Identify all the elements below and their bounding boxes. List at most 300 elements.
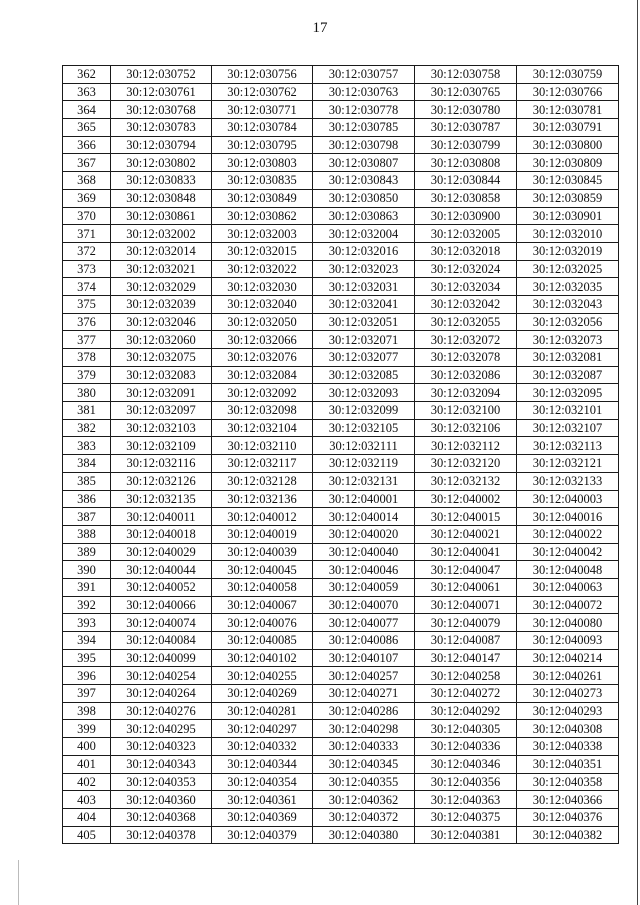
cadastral-number-cell: 30:12:032112 [415,437,517,455]
cadastral-number-cell: 30:12:030843 [313,172,415,190]
cadastral-number-cell: 30:12:030859 [517,189,619,207]
cadastral-number-cell: 30:12:032042 [415,295,517,313]
row-number-cell: 366 [63,136,111,154]
table-row [63,596,619,614]
cadastral-number-cell: 30:12:032066 [212,331,313,349]
cadastral-number-cell: 30:12:030784 [212,119,313,137]
cadastral-number-cell: 30:12:032131 [313,472,415,490]
cadastral-number-cell: 30:12:040063 [517,578,619,596]
row-number-cell: 399 [63,720,111,738]
cadastral-number-cell: 30:12:030802 [111,154,212,172]
cadastral-number-cell: 30:12:032093 [313,384,415,402]
cadastral-number-cell: 30:12:040333 [313,738,415,756]
cadastral-number-cell: 30:12:030862 [212,207,313,225]
cadastral-number-cell: 30:12:040076 [212,614,313,632]
table-row [63,66,619,84]
row-number-cell: 373 [63,260,111,278]
cadastral-number-cell: 30:12:032107 [517,419,619,437]
row-number-cell: 393 [63,614,111,632]
cadastral-number-cell: 30:12:040086 [313,632,415,650]
cadastral-number-cell: 30:12:030844 [415,172,517,190]
cadastral-number-cell: 30:12:040356 [415,773,517,791]
cadastral-number-cell: 30:12:030808 [415,154,517,172]
cadastral-number-cell: 30:12:040375 [415,808,517,826]
cadastral-number-cell: 30:12:030807 [313,154,415,172]
cadastral-number-cell: 30:12:040093 [517,632,619,650]
cadastral-number-cell: 30:12:032060 [111,331,212,349]
table-row [63,260,619,278]
cadastral-number-cell: 30:12:032021 [111,260,212,278]
cadastral-number-cell: 30:12:040297 [212,720,313,738]
cadastral-number-cell: 30:12:040381 [415,826,517,844]
cadastral-number-cell: 30:12:032101 [517,402,619,420]
cadastral-number-cell: 30:12:032025 [517,260,619,278]
cadastral-number-cell: 30:12:040272 [415,685,517,703]
cadastral-number-cell: 30:12:040358 [517,773,619,791]
row-number-cell: 396 [63,667,111,685]
cadastral-number-cell: 30:12:032132 [415,472,517,490]
row-number-cell: 385 [63,472,111,490]
cadastral-number-cell: 30:12:040042 [517,543,619,561]
cadastral-number-cell: 30:12:032113 [517,437,619,455]
table-row [63,685,619,703]
row-number-cell: 362 [63,66,111,84]
cadastral-number-cell: 30:12:030800 [517,136,619,154]
row-number-cell: 363 [63,83,111,101]
cadastral-number-cell: 30:12:032086 [415,366,517,384]
cadastral-number-cell: 30:12:040080 [517,614,619,632]
cadastral-number-cell: 30:12:040269 [212,685,313,703]
table-row [63,154,619,172]
row-number-cell: 372 [63,242,111,260]
table-row [63,525,619,543]
row-number-cell: 397 [63,685,111,703]
cadastral-number-cell: 30:12:040016 [517,508,619,526]
page-number: 17 [312,20,328,36]
table-row [63,632,619,650]
cadastral-number-cell: 30:12:040074 [111,614,212,632]
table-row [63,508,619,526]
cadastral-number-cell: 30:12:030787 [415,119,517,137]
row-number-cell: 371 [63,225,111,243]
cadastral-number-cell: 30:12:030901 [517,207,619,225]
cadastral-number-cell: 30:12:040072 [517,596,619,614]
cadastral-number-cell: 30:12:040214 [517,649,619,667]
cadastral-number-cell: 30:12:040351 [517,755,619,773]
cadastral-number-cell: 30:12:040018 [111,525,212,543]
cadastral-number-cell: 30:12:040281 [212,702,313,720]
table-row [63,808,619,826]
cadastral-number-cell: 30:12:032071 [313,331,415,349]
cadastral-number-cell: 30:12:040255 [212,667,313,685]
cadastral-number-cell: 30:12:030809 [517,154,619,172]
row-number-cell: 400 [63,738,111,756]
table-row [63,791,619,809]
row-number-cell: 402 [63,773,111,791]
cadastral-number-cell: 30:12:030752 [111,66,212,84]
cadastral-number-cell: 30:12:040041 [415,543,517,561]
table-row [63,561,619,579]
cadastral-number-cell: 30:12:040046 [313,561,415,579]
cadastral-number-cell: 30:12:040258 [415,667,517,685]
cadastral-number-cell: 30:12:040003 [517,490,619,508]
cadastral-number-cell: 30:12:032022 [212,260,313,278]
cadastral-number-cell: 30:12:040001 [313,490,415,508]
row-number-cell: 394 [63,632,111,650]
cadastral-number-cell: 30:12:040261 [517,667,619,685]
cadastral-number-cell: 30:12:030771 [212,101,313,119]
cadastral-number-cell: 30:12:040305 [415,720,517,738]
cadastral-number-cell: 30:12:032014 [111,242,212,260]
cadastral-number-cell: 30:12:032085 [313,366,415,384]
cadastral-number-cell: 30:12:040019 [212,525,313,543]
cadastral-number-cell: 30:12:040353 [111,773,212,791]
cadastral-number-cell: 30:12:032015 [212,242,313,260]
cadastral-number-cell: 30:12:040011 [111,508,212,526]
cadastral-number-cell: 30:12:040344 [212,755,313,773]
cadastral-number-cell: 30:12:032030 [212,278,313,296]
row-number-cell: 365 [63,119,111,137]
row-number-cell: 379 [63,366,111,384]
cadastral-number-cell: 30:12:040066 [111,596,212,614]
cadastral-number-cell: 30:12:032078 [415,349,517,367]
cadastral-number-cell: 30:12:032072 [415,331,517,349]
cadastral-number-cell: 30:12:030762 [212,83,313,101]
cadastral-number-cell: 30:12:040378 [111,826,212,844]
table-row [63,490,619,508]
cadastral-number-cell: 30:12:032135 [111,490,212,508]
cadastral-number-cell: 30:12:040345 [313,755,415,773]
table-row [63,119,619,137]
cadastral-number-cell: 30:12:032097 [111,402,212,420]
cadastral-number-cell: 30:12:032043 [517,295,619,313]
cadastral-number-cell: 30:12:040382 [517,826,619,844]
cadastral-number-cell: 30:12:032128 [212,472,313,490]
cadastral-number-cell: 30:12:032109 [111,437,212,455]
table-row [63,349,619,367]
cadastral-number-cell: 30:12:040355 [313,773,415,791]
table-row [63,578,619,596]
scan-edge-line [637,0,638,905]
cadastral-number-cell: 30:12:032002 [111,225,212,243]
cadastral-number-cell: 30:12:032046 [111,313,212,331]
cadastral-number-cell: 30:12:040273 [517,685,619,703]
cadastral-number-cell: 30:12:030835 [212,172,313,190]
cadastral-number-cell: 30:12:030780 [415,101,517,119]
cadastral-number-cell: 30:12:040029 [111,543,212,561]
cadastral-number-cell: 30:12:040308 [517,720,619,738]
cadastral-number-cell: 30:12:040360 [111,791,212,809]
row-number-cell: 376 [63,313,111,331]
cadastral-number-cell: 30:12:032018 [415,242,517,260]
cadastral-number-cell: 30:12:030756 [212,66,313,84]
cadastral-number-cell: 30:12:040061 [415,578,517,596]
row-number-cell: 403 [63,791,111,809]
table-row [63,472,619,490]
table-row [63,207,619,225]
cadastral-number-cell: 30:12:032024 [415,260,517,278]
table-row [63,366,619,384]
row-number-cell: 378 [63,349,111,367]
table-row [63,331,619,349]
cadastral-number-cell: 30:12:032010 [517,225,619,243]
cadastral-number-cell: 30:12:040295 [111,720,212,738]
cadastral-number-cell: 30:12:040323 [111,738,212,756]
cadastral-number-cell: 30:12:030795 [212,136,313,154]
cadastral-number-cell: 30:12:032081 [517,349,619,367]
cadastral-number-cell: 30:12:030900 [415,207,517,225]
table-row [63,278,619,296]
cadastral-number-cell: 30:12:032095 [517,384,619,402]
cadastral-number-cell: 30:12:030759 [517,66,619,84]
cadastral-number-cell: 30:12:032120 [415,455,517,473]
row-number-cell: 380 [63,384,111,402]
row-number-cell: 375 [63,295,111,313]
cadastral-number-cell: 30:12:040380 [313,826,415,844]
cadastral-number-cell: 30:12:030794 [111,136,212,154]
cadastral-number-cell: 30:12:032016 [313,242,415,260]
cadastral-number-cell: 30:12:040040 [313,543,415,561]
cadastral-number-cell: 30:12:030849 [212,189,313,207]
table-row [63,242,619,260]
cadastral-number-cell: 30:12:030768 [111,101,212,119]
table-row [63,419,619,437]
cadastral-number-table [62,65,619,844]
table-row [63,83,619,101]
table-row [63,313,619,331]
table-body [63,66,619,844]
row-number-cell: 388 [63,525,111,543]
cadastral-number-cell: 30:12:040264 [111,685,212,703]
cadastral-number-cell: 30:12:030850 [313,189,415,207]
cadastral-number-cell: 30:12:040067 [212,596,313,614]
cadastral-number-cell: 30:12:040087 [415,632,517,650]
cadastral-number-cell: 30:12:040257 [313,667,415,685]
cadastral-number-cell: 30:12:040079 [415,614,517,632]
table-row [63,614,619,632]
cadastral-number-cell: 30:12:040052 [111,578,212,596]
row-number-cell: 392 [63,596,111,614]
table-row [63,402,619,420]
cadastral-number-cell: 30:12:040379 [212,826,313,844]
row-number-cell: 383 [63,437,111,455]
row-number-cell: 387 [63,508,111,526]
row-number-cell: 364 [63,101,111,119]
cadastral-number-cell: 30:12:040015 [415,508,517,526]
table-row [63,437,619,455]
cadastral-number-cell: 30:12:032110 [212,437,313,455]
cadastral-number-cell: 30:12:032076 [212,349,313,367]
cadastral-number-cell: 30:12:030785 [313,119,415,137]
table-row [63,455,619,473]
cadastral-number-cell: 30:12:040084 [111,632,212,650]
cadastral-number-cell: 30:12:032029 [111,278,212,296]
cadastral-number-cell: 30:12:032119 [313,455,415,473]
cadastral-number-cell: 30:12:032099 [313,402,415,420]
cadastral-number-cell: 30:12:032092 [212,384,313,402]
row-number-cell: 377 [63,331,111,349]
row-number-cell: 401 [63,755,111,773]
cadastral-number-cell: 30:12:032133 [517,472,619,490]
table-row [63,543,619,561]
cadastral-number-cell: 30:12:040102 [212,649,313,667]
cadastral-number-cell: 30:12:032031 [313,278,415,296]
table-row [63,384,619,402]
cadastral-number-cell: 30:12:032100 [415,402,517,420]
cadastral-number-cell: 30:12:030863 [313,207,415,225]
cadastral-number-cell: 30:12:032105 [313,419,415,437]
cadastral-number-cell: 30:12:040107 [313,649,415,667]
table-row [63,649,619,667]
cadastral-number-cell: 30:12:032104 [212,419,313,437]
cadastral-number-cell: 30:12:040254 [111,667,212,685]
table-row [63,667,619,685]
cadastral-number-cell: 30:12:040044 [111,561,212,579]
cadastral-number-cell: 30:12:030761 [111,83,212,101]
cadastral-number-cell: 30:12:040338 [517,738,619,756]
cadastral-number-cell: 30:12:030861 [111,207,212,225]
cadastral-number-cell: 30:12:032041 [313,295,415,313]
cadastral-number-cell: 30:12:030757 [313,66,415,84]
row-number-cell: 367 [63,154,111,172]
cadastral-number-cell: 30:12:040014 [313,508,415,526]
cadastral-number-cell: 30:12:040002 [415,490,517,508]
cadastral-number-cell: 30:12:032005 [415,225,517,243]
table-row [63,702,619,720]
cadastral-number-cell: 30:12:040085 [212,632,313,650]
cadastral-number-cell: 30:12:030778 [313,101,415,119]
cadastral-number-cell: 30:12:040298 [313,720,415,738]
table-row [63,295,619,313]
row-number-cell: 384 [63,455,111,473]
row-number-cell: 369 [63,189,111,207]
row-number-cell: 381 [63,402,111,420]
cadastral-number-cell: 30:12:040369 [212,808,313,826]
cadastral-number-cell: 30:12:032023 [313,260,415,278]
row-number-cell: 404 [63,808,111,826]
cadastral-number-cell: 30:12:040292 [415,702,517,720]
cadastral-number-cell: 30:12:040368 [111,808,212,826]
cadastral-number-cell: 30:12:032116 [111,455,212,473]
cadastral-number-cell: 30:12:030858 [415,189,517,207]
cadastral-number-cell: 30:12:030799 [415,136,517,154]
cadastral-number-cell: 30:12:040372 [313,808,415,826]
cadastral-number-cell: 30:12:032077 [313,349,415,367]
cadastral-number-cell: 30:12:040048 [517,561,619,579]
row-number-cell: 374 [63,278,111,296]
cadastral-number-cell: 30:12:032004 [313,225,415,243]
cadastral-number-cell: 30:12:032003 [212,225,313,243]
cadastral-number-cell: 30:12:040286 [313,702,415,720]
cadastral-number-cell: 30:12:032073 [517,331,619,349]
table-row [63,101,619,119]
cadastral-number-cell: 30:12:040071 [415,596,517,614]
cadastral-number-cell: 30:12:040346 [415,755,517,773]
table-row [63,773,619,791]
cadastral-number-cell: 30:12:030765 [415,83,517,101]
cadastral-number-cell: 30:12:032136 [212,490,313,508]
cadastral-number-cell: 30:12:032087 [517,366,619,384]
cadastral-number-cell: 30:12:040022 [517,525,619,543]
cadastral-number-cell: 30:12:040336 [415,738,517,756]
scan-edge-mark [18,860,19,905]
cadastral-number-cell: 30:12:040070 [313,596,415,614]
cadastral-number-cell: 30:12:032034 [415,278,517,296]
cadastral-number-cell: 30:12:040021 [415,525,517,543]
cadastral-number-cell: 30:12:040020 [313,525,415,543]
table-row [63,136,619,154]
cadastral-number-cell: 30:12:032050 [212,313,313,331]
cadastral-number-cell: 30:12:032019 [517,242,619,260]
cadastral-number-cell: 30:12:040366 [517,791,619,809]
cadastral-number-cell: 30:12:040059 [313,578,415,596]
cadastral-number-cell: 30:12:040099 [111,649,212,667]
cadastral-number-cell: 30:12:040362 [313,791,415,809]
row-number-cell: 370 [63,207,111,225]
cadastral-number-cell: 30:12:040147 [415,649,517,667]
table-row [63,755,619,773]
table-row [63,225,619,243]
cadastral-number-cell: 30:12:030833 [111,172,212,190]
cadastral-number-cell: 30:12:032051 [313,313,415,331]
cadastral-number-cell: 30:12:032117 [212,455,313,473]
cadastral-number-cell: 30:12:032056 [517,313,619,331]
cadastral-number-cell: 30:12:032111 [313,437,415,455]
cadastral-number-cell: 30:12:040271 [313,685,415,703]
cadastral-number-cell: 30:12:030791 [517,119,619,137]
row-number-cell: 389 [63,543,111,561]
cadastral-number-cell: 30:12:030798 [313,136,415,154]
cadastral-number-cell: 30:12:040343 [111,755,212,773]
table-row [63,738,619,756]
row-number-cell: 391 [63,578,111,596]
cadastral-number-cell: 30:12:040276 [111,702,212,720]
cadastral-number-cell: 30:12:030781 [517,101,619,119]
cadastral-number-cell: 30:12:030845 [517,172,619,190]
row-number-cell: 386 [63,490,111,508]
cadastral-number-cell: 30:12:030803 [212,154,313,172]
cadastral-number-cell: 30:12:040332 [212,738,313,756]
row-number-cell: 382 [63,419,111,437]
cadastral-number-cell: 30:12:032106 [415,419,517,437]
cadastral-number-cell: 30:12:032040 [212,295,313,313]
cadastral-number-cell: 30:12:032083 [111,366,212,384]
cadastral-number-cell: 30:12:032098 [212,402,313,420]
cadastral-number-cell: 30:12:030758 [415,66,517,84]
row-number-cell: 405 [63,826,111,844]
table-row [63,172,619,190]
cadastral-number-cell: 30:12:032075 [111,349,212,367]
cadastral-number-cell: 30:12:032121 [517,455,619,473]
cadastral-number-cell: 30:12:040045 [212,561,313,579]
cadastral-number-cell: 30:12:030766 [517,83,619,101]
cadastral-number-cell: 30:12:040363 [415,791,517,809]
row-number-cell: 398 [63,702,111,720]
table-row [63,826,619,844]
cadastral-number-cell: 30:12:040293 [517,702,619,720]
cadastral-number-cell: 30:12:030763 [313,83,415,101]
cadastral-number-cell: 30:12:030848 [111,189,212,207]
cadastral-number-cell: 30:12:032126 [111,472,212,490]
cadastral-number-cell: 30:12:040361 [212,791,313,809]
cadastral-number-cell: 30:12:032091 [111,384,212,402]
cadastral-number-cell: 30:12:040047 [415,561,517,579]
cadastral-number-cell: 30:12:030783 [111,119,212,137]
row-number-cell: 395 [63,649,111,667]
cadastral-number-cell: 30:12:040012 [212,508,313,526]
cadastral-number-cell: 30:12:032039 [111,295,212,313]
cadastral-number-cell: 30:12:032035 [517,278,619,296]
